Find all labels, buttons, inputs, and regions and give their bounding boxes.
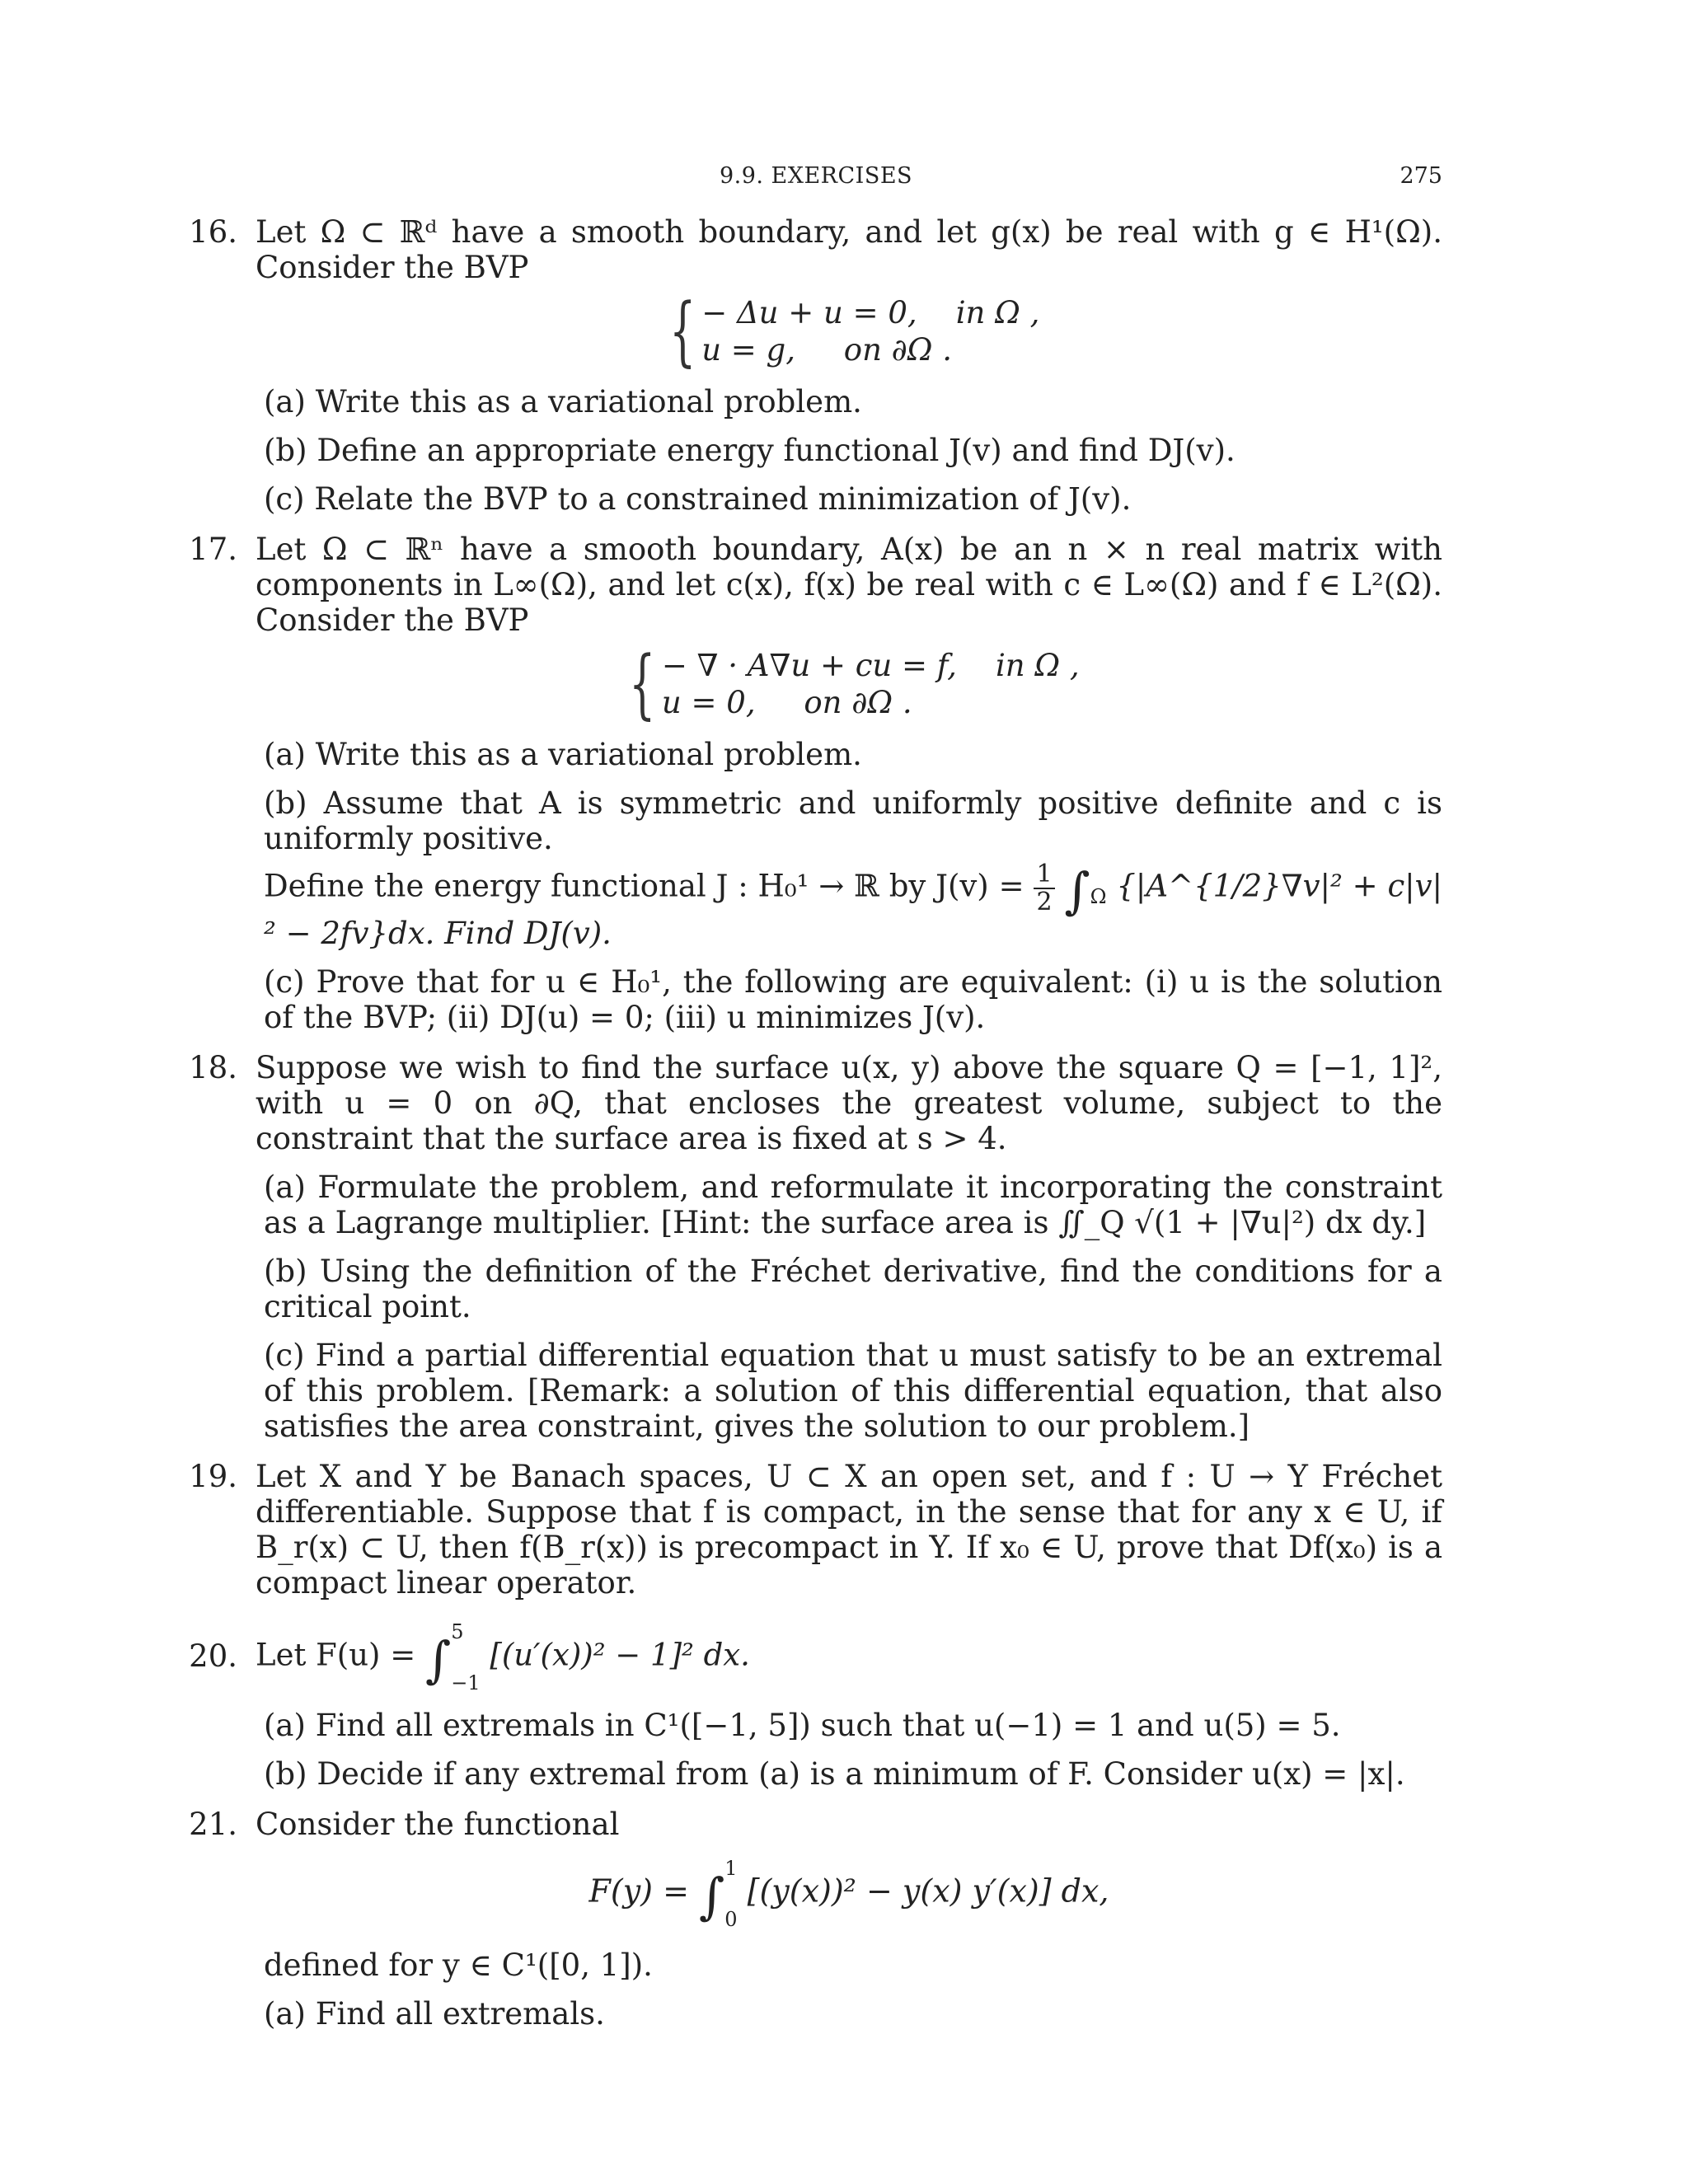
bvp-system: [256, 287, 1442, 375]
left-brace: {: [668, 287, 696, 375]
part-c: (c) Find a partial differential equation that u must satisfy to be an extremal of this problem. [Remark: a solution of this differential equation, that also satisfies the area constraint, gives the solution to our problem.]: [264, 1338, 1442, 1444]
integrand: [(u′(x))² − 1]² dx.: [490, 1637, 750, 1673]
exercise-18: [188, 1050, 1442, 1444]
exercise-number: 20.: [189, 1638, 237, 1674]
part-a: (a) Write this as a variational problem.: [264, 384, 862, 419]
exercise-number: 16.: [189, 214, 237, 250]
functional-lhs: Let F(u) =: [256, 1637, 416, 1673]
exercise-number: 17.: [189, 532, 237, 567]
integral-lower: 0: [724, 1908, 738, 1931]
energy-integrand: {|A^{1/2}∇v|² + c|v|² − 2fv}dx. Find DJ(v).: [264, 868, 1443, 951]
energy-def: Define the energy functional J : H₀¹ → ℝ by J(v) =: [264, 868, 1025, 904]
exercise-20: [188, 1620, 1442, 1792]
page-number: 275: [1400, 163, 1442, 189]
exercise-21: [188, 1807, 1442, 2032]
integral-domain: Ω: [1090, 884, 1107, 908]
integral-sign: ∫: [425, 1631, 452, 1690]
boundary-line: u = g, on ∂Ω .: [701, 332, 952, 368]
equation-line: − Δu + u = 0, in Ω ,: [701, 295, 1040, 330]
exercise-statement: Let Ω ⊂ ℝᵈ have a smooth boundary, and let g(x) be real with g ∈ H¹(Ω). Consider the BVP: [256, 214, 1442, 285]
section-title: 9.9. EXERCISES: [719, 163, 913, 189]
part-a: (a) Find all extremals in C¹([−1, 5]) such that u(−1) = 1 and u(5) = 5.: [264, 1708, 1341, 1743]
bvp-system: [256, 640, 1442, 728]
part-b: [264, 785, 1442, 951]
part-c: (c) Relate the BVP to a constrained minimization of J(v).: [264, 481, 1132, 517]
part-c: (c) Prove that for u ∈ H₀¹, the following are equivalent: (i) u is the solution of the BVP; (ii) DJ(u) = 0; (iii) u minimizes J(v).: [264, 964, 1442, 1035]
display-equation: [256, 1857, 1442, 1931]
part-b: (b) Using the definition of the Fréchet derivative, find the conditions for a critical point.: [264, 1254, 1442, 1324]
one-half: $\frac{1}{2}$: [1034, 861, 1054, 916]
integral-lower: −1: [451, 1671, 481, 1694]
exercise-17: [188, 532, 1442, 1035]
part-b: (b) Define an appropriate energy functional J(v) and find DJ(v).: [264, 433, 1236, 468]
exercise-statement: [256, 1620, 1442, 1694]
exercise-16: [188, 214, 1442, 517]
equation-line: − ∇ · A∇u + cu = f, in Ω ,: [661, 648, 1080, 683]
part-b-line1: (b) Assume that A is symmetric and uniformly positive definite and c is uniformly positive.: [264, 785, 1442, 856]
part-b: (b) Decide if any extremal from (a) is a minimum of F. Consider u(x) = |x|.: [264, 1756, 1405, 1792]
exercise-number: 21.: [189, 1807, 237, 1842]
integral-sign: ∫: [1064, 862, 1090, 921]
exercise-statement: Let Ω ⊂ ℝⁿ have a smooth boundary, A(x) be an n × n real matrix with components in L∞(Ω), and let c(x), f(x) be real with c ∈ L∞(Ω) and f ∈ L²(Ω). Consider the BVP: [256, 532, 1442, 638]
left-brace: {: [629, 640, 656, 728]
part-a: (a) Write this as a variational problem.: [264, 737, 862, 772]
exercise-statement: Suppose we wish to find the surface u(x, y) above the square Q = [−1, 1]², with u = 0 on ∂Q, that encloses the greatest volume, subject to the constraint that the surface area is fixed at s > 4.: [256, 1050, 1442, 1156]
exercise-number: 19.: [189, 1459, 237, 1494]
running-header: [0, 158, 1688, 191]
integrand: [(y(x))² − y(x) y′(x)] dx,: [747, 1872, 1109, 1910]
integral-sign: ∫: [699, 1868, 725, 1926]
part-a: (a) Formulate the problem, and reformulate it incorporating the constraint as a Lagrange multiplier. [Hint: the surface area is ∬_Q √(1 + |∇u|²) dx dy.]: [264, 1169, 1442, 1240]
exercise-statement: Let X and Y be Banach spaces, U ⊂ X an open set, and f : U → Y Fréchet differentiable. Suppose that f is compact, in the sense that for any x ∈ U, if B_r(x) ⊂ U, then f(B_r(x)) is precompact in Y. If x₀ ∈ U, prove that Df(x₀) is a compact linear operator.: [256, 1459, 1442, 1601]
exercise-number: 18.: [189, 1050, 237, 1085]
integral-upper: 1: [724, 1857, 738, 1880]
domain-note: defined for y ∈ C¹([0, 1]).: [264, 1947, 653, 1983]
integral-upper: 5: [451, 1620, 464, 1643]
boundary-line: u = 0, on ∂Ω .: [661, 685, 912, 720]
exercise-list: [188, 214, 1442, 2032]
functional-lhs: F(y) =: [588, 1872, 689, 1910]
exercise-19: [188, 1459, 1442, 1601]
exercise-statement: Consider the functional: [256, 1807, 620, 1842]
part-b-line2: [264, 861, 1442, 951]
part-a: (a) Find all extremals.: [264, 1996, 605, 2032]
